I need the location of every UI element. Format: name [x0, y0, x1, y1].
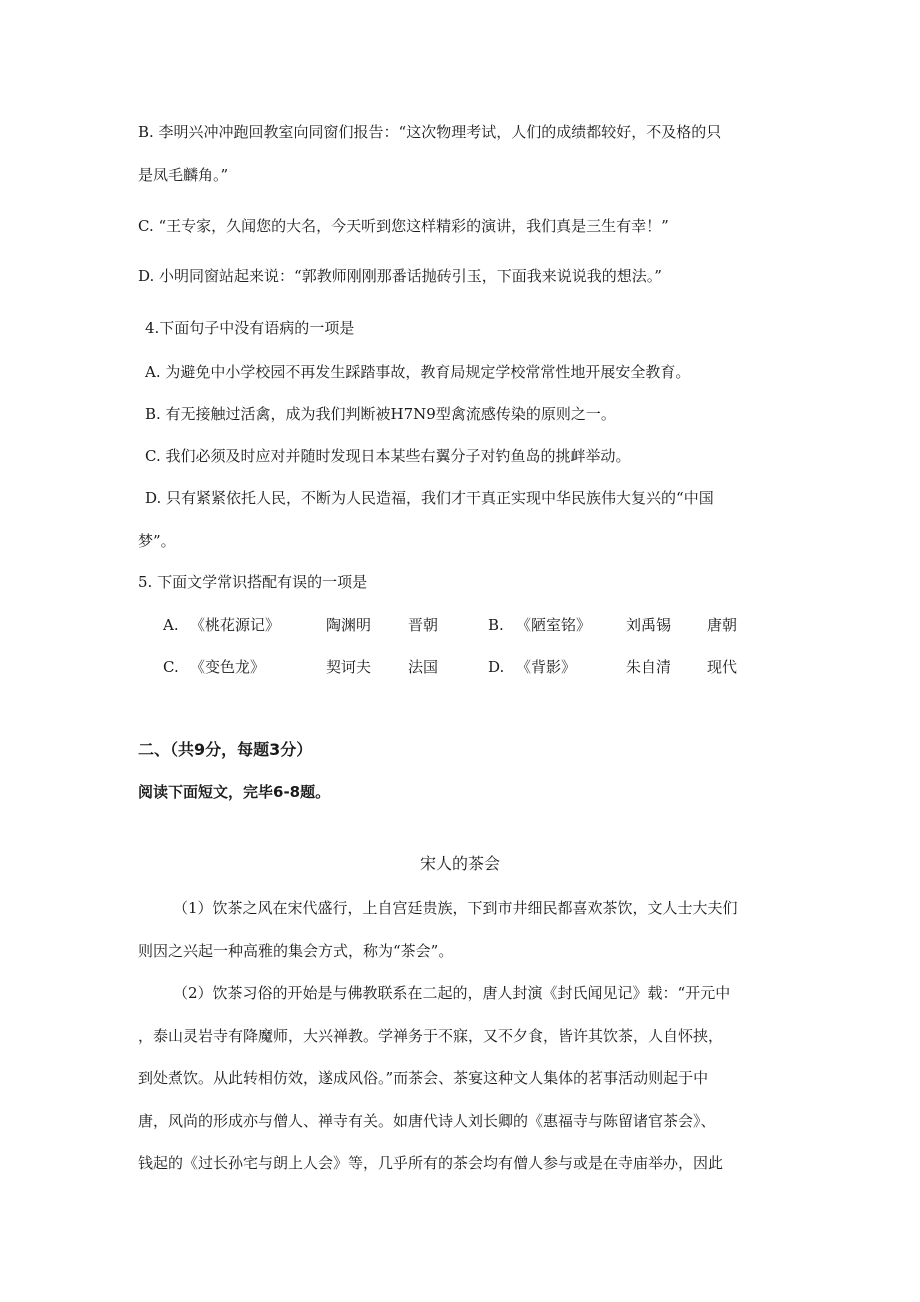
q3-option-b-line2: 是凤毛麟角。” [138, 166, 229, 184]
q5-c-author: 契诃夫 [326, 658, 372, 676]
q5-a-label: A. [163, 616, 179, 634]
q5-c-label: C. [163, 658, 179, 676]
q4-option-b: B. 有无接触过活禽，成为我们判断被H7N9型禽流感传染的原则之一。 [145, 405, 616, 423]
q5-stem: 5. 下面文学常识搭配有误的一项是 [138, 573, 368, 591]
article-p1-line2: 则因之兴起一种高雅的集会方式，称为“茶会”。 [138, 942, 454, 960]
q3-option-b-line1: B. 李明兴冲冲跑回教室向同窗们报告：“这次物理考试，人们的成绩都较好，不及格的只 [138, 123, 722, 141]
q5-a-work: 《桃花源记》 [190, 616, 281, 634]
q5-d-author: 朱自清 [626, 658, 672, 676]
q5-d-work: 《背影》 [516, 658, 577, 676]
article-p2-line3: 到处煮饮。从此转相仿效，遂成风俗。”而茶会、茶宴这种文人集体的茗事活动则起于中 [138, 1069, 709, 1087]
q5-d-era: 现代 [707, 658, 738, 676]
q5-b-author: 刘禹锡 [626, 616, 672, 634]
q5-c-era: 法国 [408, 658, 439, 676]
q4-stem: 4.下面句子中没有语病的一项是 [145, 319, 355, 337]
section-heading: 二、（共9分，每题3分） [138, 740, 313, 759]
q5-b-era: 唐朝 [707, 616, 738, 634]
q5-a-author: 陶渊明 [326, 616, 372, 634]
article-p2-line5: 钱起的《过长孙宅与朗上人会》等，几乎所有的茶会均有僧人参与或是在寺庙举办，因此 [138, 1154, 724, 1172]
q5-b-work: 《陋室铭》 [516, 616, 592, 634]
q5-a-era: 晋朝 [408, 616, 439, 634]
section-instruction: 阅读下面短文，完毕6-8题。 [138, 783, 331, 801]
q4-option-d-line2: 梦”。 [138, 532, 176, 550]
q3-option-d: D. 小明同窗站起来说：“郭教师刚刚那番话抛砖引玉，下面我来说说我的想法。” [138, 267, 662, 285]
q4-option-a: A. 为避免中小学校园不再发生踩踏事故，教育局规定学校常常性地开展安全教育。 [145, 363, 691, 381]
article-p1-line1: （1）饮茶之风在宋代盛行，上自宫廷贵族，下到市井细民都喜欢茶饮，文人士大夫们 [173, 899, 738, 917]
q4-option-c: C. 我们必须及时应对并随时发现日本某些右翼分子对钓鱼岛的挑衅举动。 [145, 447, 631, 465]
q5-c-work: 《变色龙》 [190, 658, 266, 676]
article-p2-line2: ，泰山灵岩寺有降魔师，大兴禅教。学禅务于不寐，又不夕食，皆许其饮茶，人自怀挟， [138, 1027, 724, 1045]
article-p2-line4: 唐，风尚的形成亦与僧人、禅寺有关。如唐代诗人刘长卿的《惠福寺与陈留诸官茶会》、 [138, 1112, 716, 1130]
article-title: 宋人的茶会 [419, 854, 500, 873]
article-p2-line1: （2）饮茶习俗的开始是与佛教联系在二起的，唐人封演《封氏闻见记》载：“开元中 [173, 984, 731, 1002]
q5-d-label: D. [488, 658, 505, 676]
q3-option-c: C. “王专家，久闻您的大名，今天听到您这样精彩的演讲，我们真是三生有幸！” [138, 217, 669, 235]
q5-b-label: B. [488, 616, 504, 634]
q4-option-d-line1: D. 只有紧紧依托人民，不断为人民造福，我们才干真正实现中华民族伟大复兴的“中国 [145, 489, 714, 507]
